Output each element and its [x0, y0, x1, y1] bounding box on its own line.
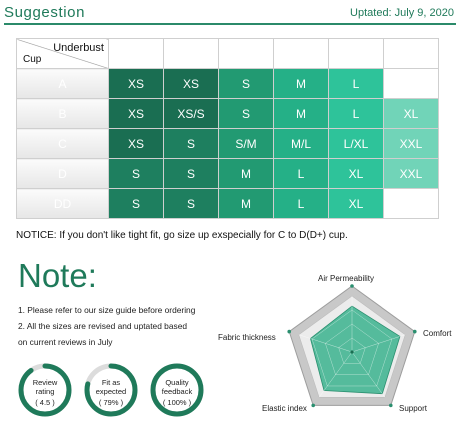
size-cell: M	[219, 189, 274, 219]
radar-vertex-dot	[413, 330, 417, 334]
size-cell: S	[164, 129, 219, 159]
radar-axis-label: Support	[399, 404, 428, 413]
size-cell	[384, 189, 439, 219]
size-cell: L	[329, 69, 384, 99]
size-cell: XL	[329, 189, 384, 219]
size-header: 34	[219, 39, 274, 69]
size-cell: XS	[164, 69, 219, 99]
size-cell: S	[109, 159, 164, 189]
badge-label: Fit as	[101, 378, 121, 387]
size-cell: M/L	[274, 129, 329, 159]
radar-chart-svg	[262, 270, 460, 423]
table-corner-cell	[17, 39, 109, 69]
size-cell: XL	[384, 99, 439, 129]
table-row	[17, 99, 439, 129]
badge-value: ( 4.5 )	[35, 398, 55, 407]
size-chart-table	[16, 38, 439, 219]
cup-row-header: DD	[17, 189, 109, 219]
cup-row-header: B	[17, 99, 109, 129]
underbust-label: Underbust	[53, 42, 104, 54]
size-cell: S	[164, 189, 219, 219]
badge-label: Quality	[165, 378, 189, 387]
cup-row-header: D	[17, 159, 109, 189]
size-cell: XS	[109, 99, 164, 129]
size-cell: L	[274, 189, 329, 219]
size-cell: S	[164, 159, 219, 189]
note-line: 2. All the sizes are revised and uptated based	[18, 321, 188, 331]
radar-vertex-dot	[311, 404, 315, 408]
size-header: 40	[384, 39, 439, 69]
review-rating-badge	[18, 363, 72, 417]
header-divider	[4, 23, 456, 25]
fit-badge	[84, 363, 138, 417]
size-cell: L	[274, 159, 329, 189]
size-cell: S/M	[219, 129, 274, 159]
size-header-row	[17, 39, 439, 69]
size-cell: M	[274, 69, 329, 99]
radar-vertex-dot	[287, 330, 291, 334]
size-cell: XS	[109, 69, 164, 99]
cup-row-header: A	[17, 69, 109, 99]
radar-center-dot	[350, 350, 353, 353]
badge-label: feedback	[161, 387, 193, 396]
page-title: Suggestion	[4, 4, 86, 21]
radar-vertex-dot	[389, 404, 393, 408]
size-cell: L	[329, 99, 384, 129]
table-row	[17, 159, 439, 189]
note-line: on current reviews in July	[18, 337, 113, 347]
table-row	[17, 69, 439, 99]
size-cell: XL	[329, 159, 384, 189]
radar-axis-label: Comfort	[423, 329, 452, 338]
update-date: Uptated: July 9, 2020	[350, 7, 454, 19]
size-cell: M	[274, 99, 329, 129]
cup-row-header: C	[17, 129, 109, 159]
radar-axis-label: Elastic index	[262, 404, 307, 413]
size-cell: S	[109, 189, 164, 219]
cup-label: Cup	[23, 54, 42, 65]
size-cell: S	[219, 99, 274, 129]
size-cell: L/XL	[329, 129, 384, 159]
size-cell: XS	[109, 129, 164, 159]
size-header: 38	[329, 39, 384, 69]
radar-axis-label: Air Permeability	[318, 274, 375, 283]
note-heading: Note:	[18, 257, 97, 294]
note-line: 1. Please refer to our size guide before ordering	[18, 305, 196, 315]
badge-label: Review	[32, 378, 58, 387]
badge-value: ( 100% )	[162, 398, 192, 407]
notice-text: NOTICE: If you don't like tight fit, go size up exspecially for C to D(D+) cup.	[16, 230, 348, 241]
quality-badge	[150, 363, 204, 417]
size-header: 30	[109, 39, 164, 69]
size-cell	[384, 69, 439, 99]
size-header: 32	[164, 39, 219, 69]
header	[0, 0, 460, 30]
radar-vertex-dot	[350, 284, 354, 288]
size-cell: XS/S	[164, 99, 219, 129]
size-cell: XXL	[384, 129, 439, 159]
size-cell: S	[219, 69, 274, 99]
badge-label: rating	[35, 387, 55, 396]
radar-axis-label: Fabric thickness	[218, 333, 276, 342]
size-cell: M	[219, 159, 274, 189]
badge-label: expected	[95, 387, 127, 396]
table-row	[17, 129, 439, 159]
radar-chart	[218, 270, 460, 423]
size-cell: XXL	[384, 159, 439, 189]
size-header: 36	[274, 39, 329, 69]
badge-value: ( 79% )	[98, 398, 124, 407]
table-row	[17, 189, 439, 219]
